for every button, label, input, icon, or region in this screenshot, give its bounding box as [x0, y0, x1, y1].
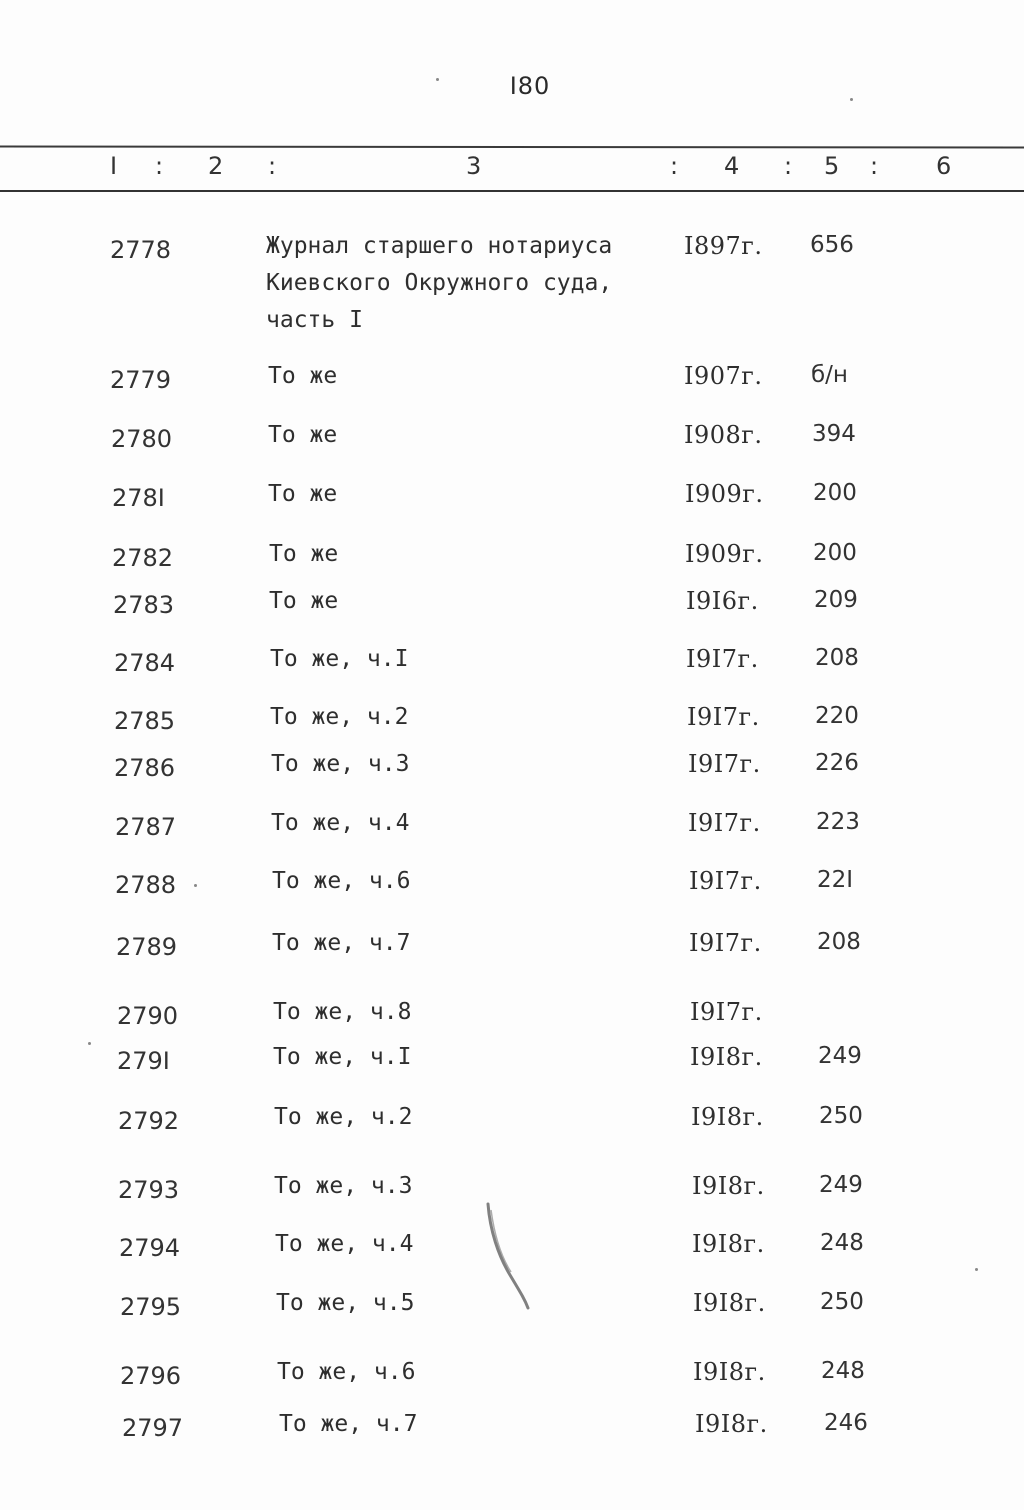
file-description: То же, ч.4 [275, 1231, 414, 1257]
file-year: I9I8г. [695, 1410, 768, 1438]
file-number: 2785 [114, 707, 176, 735]
file-year: I908г. [684, 421, 763, 449]
file-description: Журнал старшего нотариуса Киевского Окружного суда, часть I [266, 233, 613, 333]
file-year: I909г. [685, 480, 764, 508]
page-count: 200 [813, 480, 857, 506]
file-year: I9I7г. [688, 809, 761, 837]
file-year: I9I7г. [687, 703, 760, 731]
page-count: 200 [813, 540, 857, 566]
file-description: То же [269, 541, 339, 567]
paper-speck [194, 884, 197, 887]
file-number: 2793 [118, 1176, 180, 1204]
file-number: 2788 [115, 871, 177, 899]
column-separator: : [870, 152, 879, 180]
file-year: I9I6г. [686, 587, 759, 615]
file-number: 2784 [114, 649, 176, 677]
paper-speck [975, 1268, 978, 1271]
file-year: I9I8г. [693, 1289, 766, 1317]
page-count: 208 [817, 929, 861, 955]
file-number: 2786 [114, 754, 176, 782]
page-count: 248 [820, 1230, 864, 1256]
file-year: I9I7г. [690, 998, 763, 1026]
file-description: То же, ч.4 [271, 810, 410, 836]
header-bottom-rule [0, 190, 1024, 192]
page-count: 249 [819, 1172, 863, 1198]
file-number: 278I [112, 484, 165, 512]
file-description: То же [268, 481, 338, 507]
file-number: 2789 [116, 933, 178, 961]
file-number: 2782 [112, 544, 174, 572]
file-description: То же, ч.7 [272, 930, 411, 956]
page-count: 246 [824, 1410, 868, 1436]
column-separator: : [784, 152, 793, 180]
file-year: I9I8г. [692, 1172, 765, 1200]
file-number: 2787 [115, 813, 177, 841]
file-description: То же, ч.I [270, 646, 409, 672]
page-count: 250 [819, 1103, 863, 1129]
file-year: I9I8г. [692, 1230, 765, 1258]
file-description: То же, ч.3 [271, 751, 410, 777]
page-number: I80 [509, 72, 551, 100]
page-count: 22I [817, 867, 854, 893]
column-header-2: 2 [208, 152, 224, 180]
file-number: 2778 [110, 236, 172, 264]
file-year: I9I8г. [691, 1103, 764, 1131]
file-year: I9I7г. [686, 645, 759, 673]
file-number: 2779 [110, 366, 172, 394]
file-number: 2780 [111, 425, 173, 453]
file-description: То же, ч.5 [276, 1290, 415, 1316]
file-description: То же [269, 588, 339, 614]
file-number: 2795 [120, 1293, 182, 1321]
page-count: б/н [811, 362, 848, 388]
page-count: 250 [820, 1289, 864, 1315]
column-separator: : [268, 152, 277, 180]
file-year: I897г. [684, 232, 763, 260]
column-header-row [0, 152, 1024, 184]
column-header-6: 6 [936, 152, 952, 180]
file-description: То же [268, 363, 338, 389]
column-header-3: 3 [466, 152, 482, 180]
file-description: То же, ч.2 [270, 704, 409, 730]
paper-speck [436, 78, 439, 81]
file-number: 2792 [118, 1107, 180, 1135]
file-year: I9I8г. [690, 1043, 763, 1071]
file-number: 2790 [117, 1002, 179, 1030]
page-count: 248 [821, 1358, 865, 1384]
file-description: То же, ч.I [273, 1044, 412, 1070]
file-description: То же, ч.6 [277, 1359, 416, 1385]
paper-speck [88, 1042, 91, 1045]
header-top-rule [0, 146, 1024, 149]
page-count: 209 [814, 587, 858, 613]
column-separator: : [155, 152, 164, 180]
column-header-5: 5 [824, 152, 840, 180]
page-count: 394 [812, 421, 856, 447]
paper-speck [850, 98, 853, 101]
file-number: 279I [117, 1047, 170, 1075]
file-year: I909г. [685, 540, 764, 568]
file-year: I9I7г. [689, 929, 762, 957]
file-description: То же, ч.3 [274, 1173, 413, 1199]
page-count: 249 [818, 1043, 862, 1069]
file-number: 2794 [119, 1234, 181, 1262]
page-count: 656 [810, 232, 854, 258]
column-separator: : [670, 152, 679, 180]
column-header-4: 4 [724, 152, 740, 180]
file-year: I9I7г. [689, 867, 762, 895]
page-count: 208 [815, 645, 859, 671]
page-count: 226 [815, 750, 859, 776]
pencil-mark-icon [480, 1200, 540, 1310]
file-number: 2783 [113, 591, 175, 619]
page-count: 220 [815, 703, 859, 729]
file-description: То же, ч.7 [279, 1411, 418, 1437]
file-year: I907г. [684, 362, 763, 390]
column-header-1: I [110, 152, 118, 180]
file-number: 2797 [122, 1414, 184, 1442]
file-year: I9I8г. [693, 1358, 766, 1386]
file-description: То же, ч.6 [272, 868, 411, 894]
file-description: То же, ч.8 [273, 999, 412, 1025]
page-count: 223 [816, 809, 860, 835]
file-year: I9I7г. [688, 750, 761, 778]
file-description: То же [268, 422, 338, 448]
file-description: То же, ч.2 [274, 1104, 413, 1130]
file-number: 2796 [120, 1362, 182, 1390]
